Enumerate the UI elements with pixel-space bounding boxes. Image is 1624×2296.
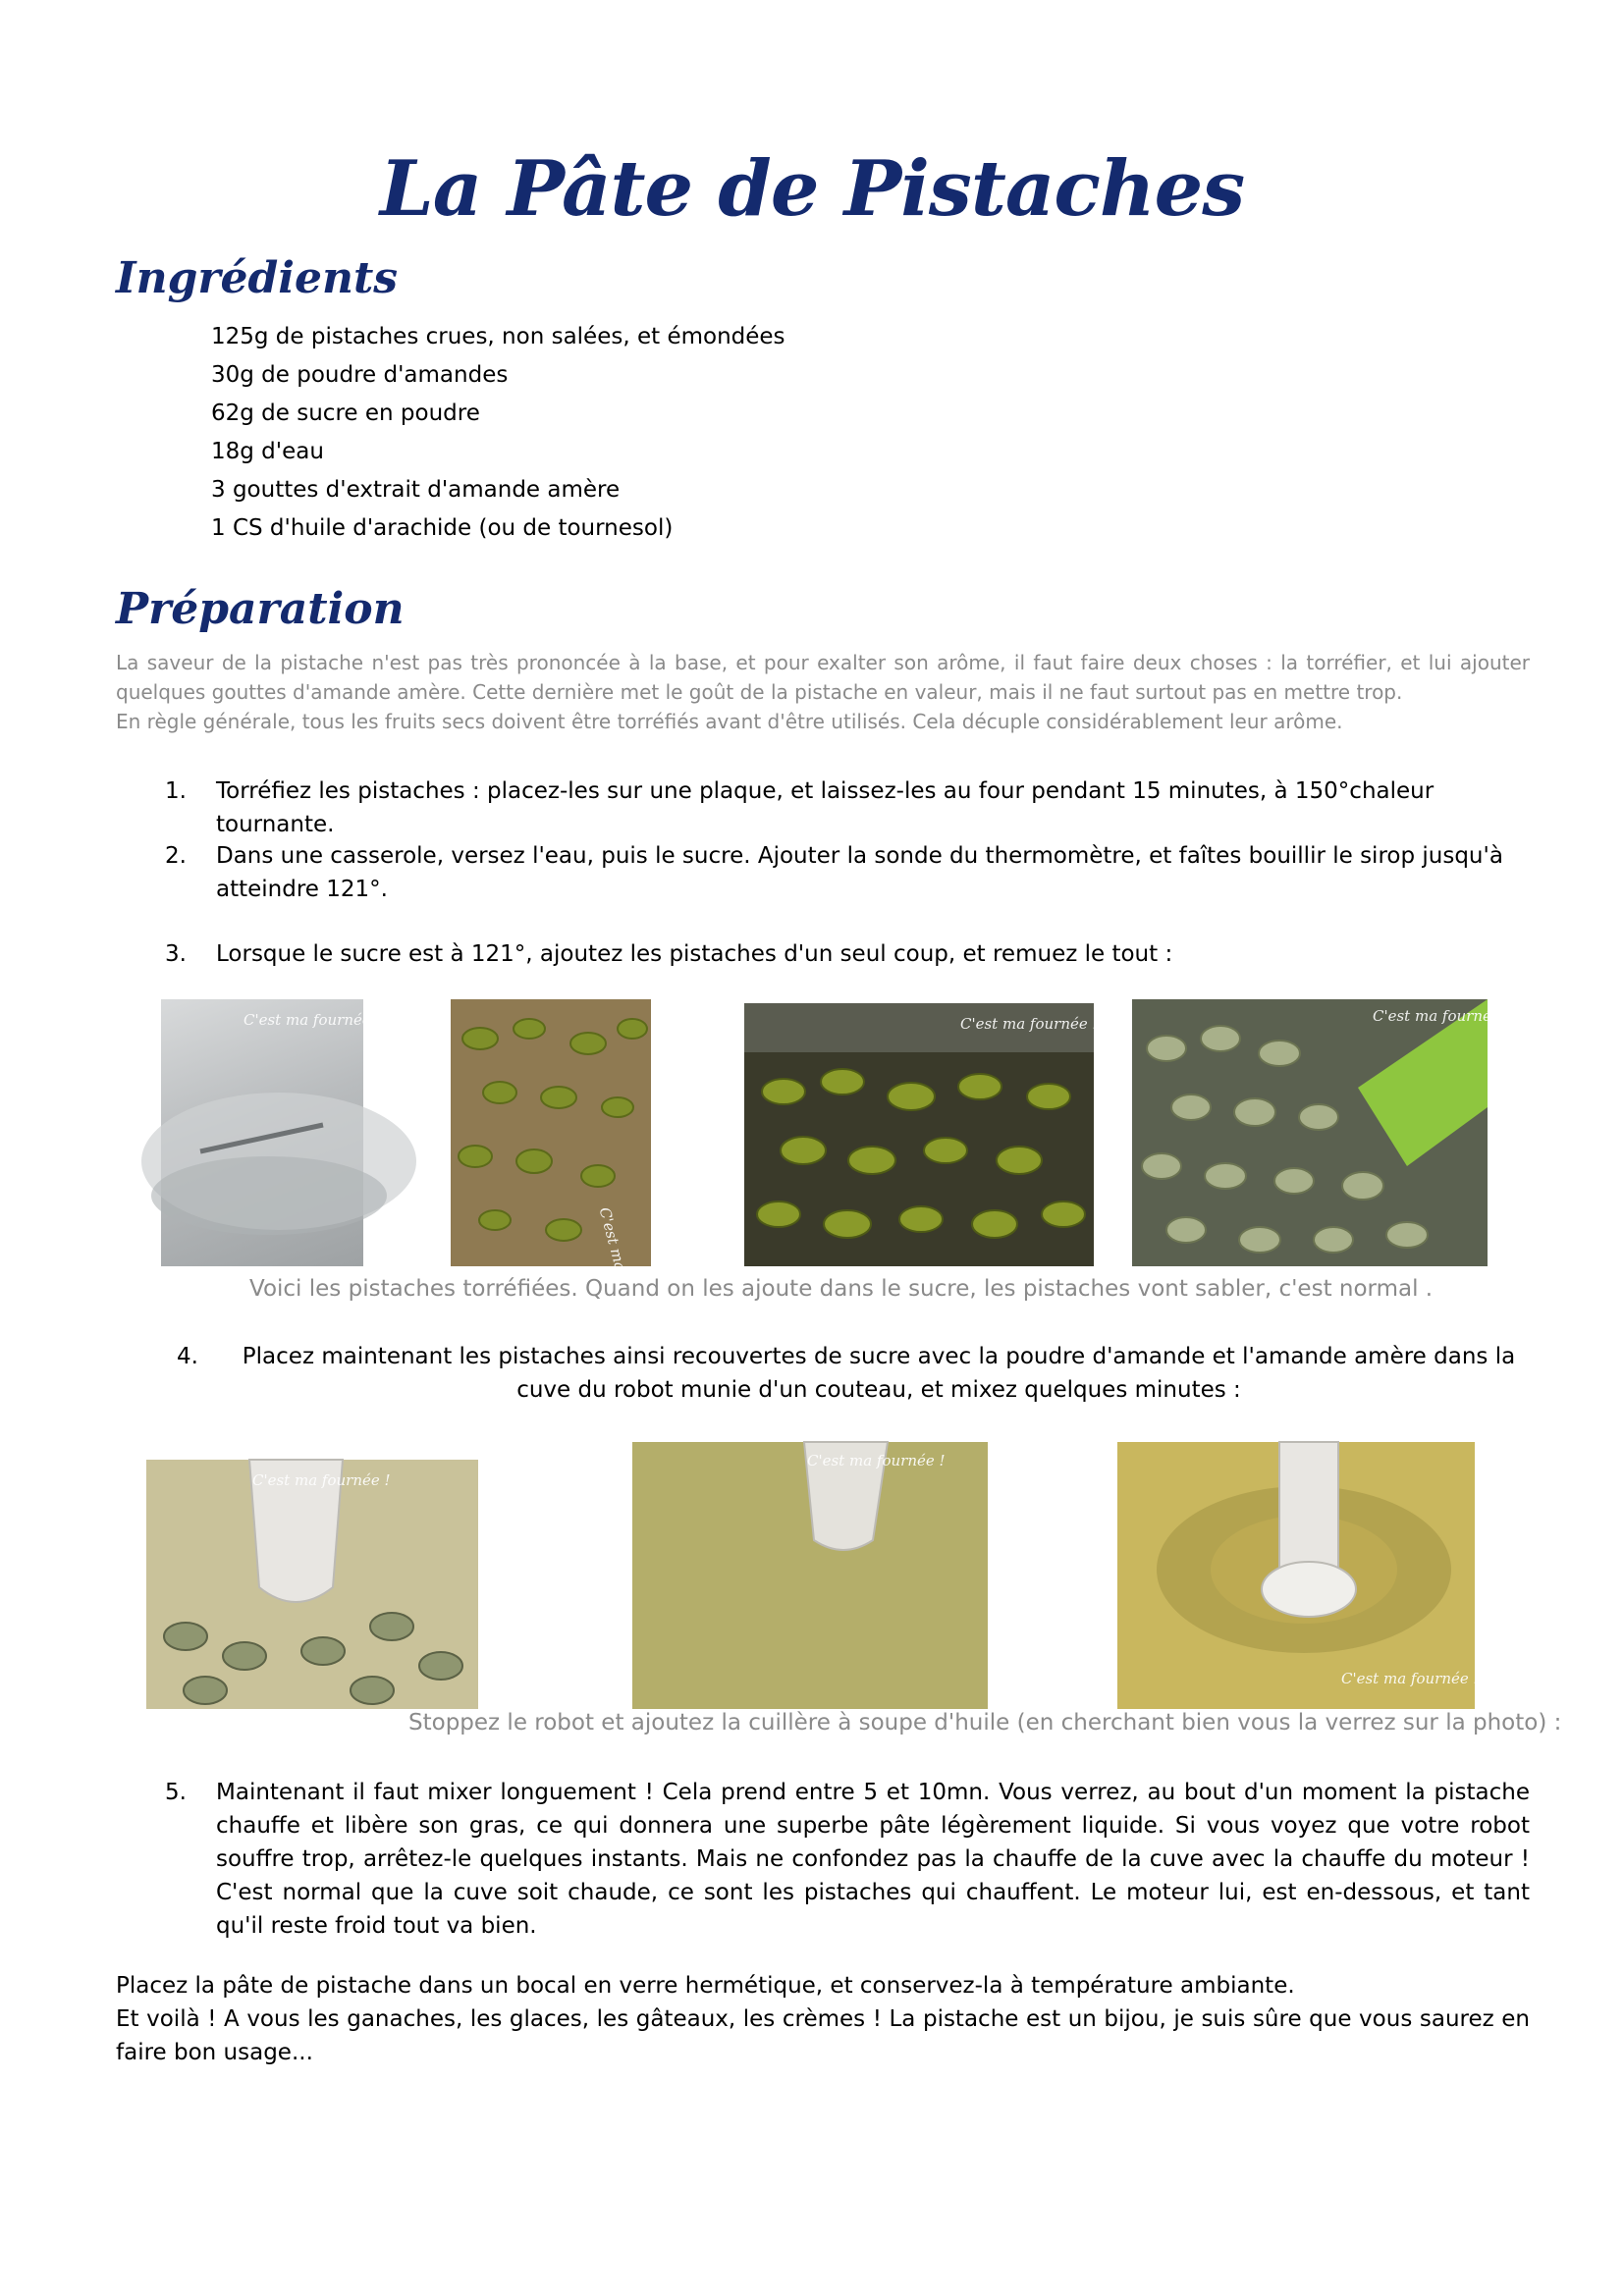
photo-roasted-pistachios: [451, 999, 651, 1344]
page-title: La Pâte de Pistaches: [379, 144, 1245, 235]
ingredient-item: 18g d'eau: [211, 439, 324, 464]
photo-pistachio-paste: [1117, 1442, 1480, 1709]
photo-watermark: C'est ma fournée !: [252, 1471, 391, 1489]
photo-syrup-pan: [161, 999, 382, 1266]
step-number: 5.: [165, 1780, 187, 1805]
ingredients-list: [211, 318, 785, 548]
photo-watermark: C'est ma fournée !: [595, 1205, 649, 1344]
step-number: 3.: [165, 941, 187, 967]
intro-paragraph: En règle générale, tous les fruits secs doivent être torréfiés avant d'être utilisés. Cela décuple considérablement leur arôme.: [116, 710, 1343, 733]
photo-caption: Stoppez le robot et ajoutez la cuillère à soupe d'huile (en cherchant bien vous la verrez sur la photo) :: [408, 1710, 1562, 1735]
photo-watermark: C'est ma fournée !: [960, 1015, 1099, 1033]
ingredients-heading: Ingrédients: [116, 253, 399, 303]
step-number: 2.: [165, 843, 187, 869]
photo-watermark: C'est ma fournée !: [1373, 1007, 1511, 1025]
step-text: Torréfiez les pistaches : placez-les sur une plaque, et laissez-les au four pendant 15 minutes, à 150°chaleur tournante.: [216, 778, 1435, 837]
step-number: 1.: [165, 778, 187, 804]
preparation-intro: [116, 648, 1530, 736]
photo-caption: Voici les pistaches torréfiées. Quand on les ajoute dans le sucre, les pistaches vont sabler, c'est normal .: [249, 1276, 1434, 1302]
ingredient-item: 1 CS d'huile d'arachide (ou de tournesol): [211, 515, 674, 541]
step-text: Dans une casserole, versez l'eau, puis le sucre. Ajouter la sonde du thermomètre, et faîtes bouillir le sirop jusqu'à atteindre 121°.: [216, 843, 1503, 902]
closing-text: [116, 1969, 1530, 2069]
photo-pistachios-in-sugar: [744, 1003, 1099, 1266]
step-text: Maintenant il faut mixer longuement ! Cela prend entre 5 et 10mn. Vous verrez, au bout d'un moment la pistache chauffe et libère son gras, ce qui donnera une superbe pâte légèrement liquide. Si vous voyez que votre robot souffre trop, arrêtez-le quelques instants. Mais ne confondez pas la chauffe de la cuve avec la chauffe du moteur ! C'est normal que la cuve soit chaude, ce sont les pistaches qui chauffent. Le moteur lui, est en-dessous, et tant qu'il reste froid tout va bien.: [216, 1780, 1530, 1939]
closing-paragraph: Et voilà ! A vous les ganaches, les glaces, les gâteaux, les crèmes ! La pistache est un bijou, je suis sûre que vous saurez en faire bon usage...: [116, 2006, 1530, 2065]
ingredient-item: 3 gouttes d'extrait d'amande amère: [211, 477, 621, 503]
photo-mixing-powder: [632, 1442, 988, 1709]
photo-watermark: C'est ma fournée !: [807, 1452, 946, 1469]
step-5: [165, 1776, 1530, 1943]
step-text: Lorsque le sucre est à 121°, ajoutez les pistaches d'un seul coup, et remuez le tout :: [216, 941, 1173, 967]
ingredient-item: 30g de poudre d'amandes: [211, 362, 509, 388]
intro-paragraph: La saveur de la pistache n'est pas très prononcée à la base, et pour exalter son arôme, il faut faire deux choses : la torréfier, et lui ajouter quelques gouttes d'amande amère. Cette dernière met le goût de la pistache en valeur, mais il ne faut surtout pas en mettre trop.: [116, 651, 1530, 704]
photo-watermark: C'est ma fournée !: [244, 1011, 382, 1029]
photo-watermark: C'est ma fournée !: [1341, 1670, 1480, 1687]
photo-mixing-start: [146, 1460, 478, 1709]
step-number: 4.: [177, 1344, 198, 1369]
ingredient-item: 62g de sucre en poudre: [211, 400, 480, 426]
ingredient-item: 125g de pistaches crues, non salées, et émondées: [211, 324, 785, 349]
step-text: Placez maintenant les pistaches ainsi recouvertes de sucre avec la poudre d'amande et l'amande amère dans la cuve du robot munie d'un couteau, et mixez quelques minutes :: [242, 1344, 1516, 1403]
photo-sanded-pistachios: [1132, 999, 1511, 1266]
closing-paragraph: Placez la pâte de pistache dans un bocal en verre hermétique, et conservez-la à température ambiante.: [116, 1973, 1295, 1999]
preparation-heading: Préparation: [116, 584, 405, 634]
